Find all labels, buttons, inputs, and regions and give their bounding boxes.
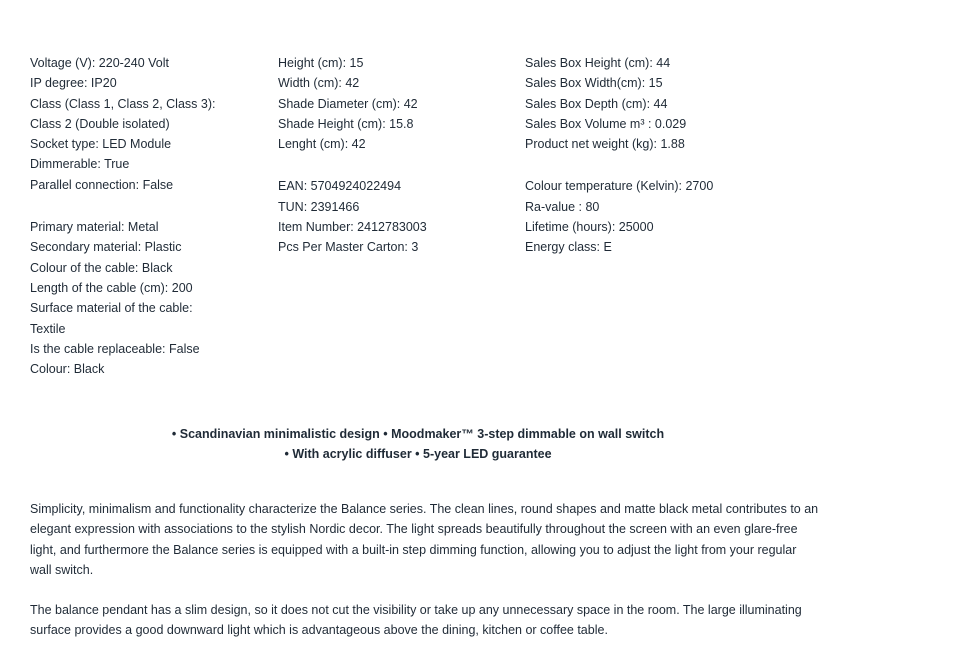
spec-cable-surface-value: Textile bbox=[30, 321, 66, 336]
spec-cable-length: Length of the cable (cm): 200 bbox=[30, 280, 193, 295]
spec-ra-value: Ra-value : 80 bbox=[525, 199, 600, 214]
spec-secondary-material: Secondary material: Plastic bbox=[30, 240, 182, 255]
spec-class-value: Class 2 (Double isolated) bbox=[30, 116, 170, 131]
spec-width: Width (cm): 42 bbox=[278, 76, 360, 91]
spec-height: Height (cm): 15 bbox=[278, 56, 364, 70]
feature-highlights bbox=[30, 424, 806, 465]
description-paragraph-2: The balance pendant has a slim design, so it does not cut the visibility or take up any unnecessary space in the room. The large illuminating surface provides a good downward light which is advantageous above the dining, kitchen or coffee table. bbox=[30, 603, 802, 638]
spec-colour-temperature: Colour temperature (Kelvin): 2700 bbox=[525, 179, 714, 194]
spec-item-number: Item Number: 2412783003 bbox=[278, 220, 427, 235]
identifier-spec-group bbox=[278, 176, 523, 257]
spec-primary-material: Primary material: Metal bbox=[30, 220, 159, 235]
spec-sales-box-height: Sales Box Height (cm): 44 bbox=[525, 56, 671, 70]
light-spec-group bbox=[525, 176, 925, 257]
spec-colour: Colour: Black bbox=[30, 362, 105, 377]
spec-pcs-per-carton: Pcs Per Master Carton: 3 bbox=[278, 240, 419, 255]
spec-tun: TUN: 2391466 bbox=[278, 199, 360, 214]
spec-dimmerable: Dimmerable: True bbox=[30, 157, 130, 172]
spec-energy-class: Energy class: E bbox=[525, 240, 612, 255]
description-paragraph-1: Simplicity, minimalism and functionality characterize the Balance series. The clean lines, round shapes and matte black metal contributes to an elegant expression with associations to the stylish Nordic decor. The light spreads beautifully throughout the screen with an even glare-free light, and furthermore the Balance series is equipped with a built-in step dimming function, allowing you to adjust the light from your regular wall switch. bbox=[30, 502, 819, 577]
spec-sales-box-width: Sales Box Width(cm): 15 bbox=[525, 76, 663, 91]
packaging-spec-group bbox=[525, 53, 925, 154]
material-spec-group bbox=[30, 217, 275, 379]
spec-column-2 bbox=[278, 53, 523, 258]
spec-column-3 bbox=[525, 53, 925, 258]
spec-class-label: Class (Class 1, Class 2, Class 3): bbox=[30, 96, 216, 111]
spec-socket-type: Socket type: LED Module bbox=[30, 137, 172, 152]
highlight-line-1: • Scandinavian minimalistic design • Moodmaker™ 3-step dimmable on wall switch bbox=[171, 427, 665, 441]
spec-shade-height: Shade Height (cm): 15.8 bbox=[278, 116, 414, 131]
spec-parallel-connection: Parallel connection: False bbox=[30, 177, 174, 192]
spec-ip-degree: IP degree: IP20 bbox=[30, 76, 117, 91]
spec-voltage: Voltage (V): 220-240 Volt bbox=[30, 56, 169, 70]
dimension-spec-group bbox=[278, 53, 523, 154]
spec-sales-box-depth: Sales Box Depth (cm): 44 bbox=[525, 96, 668, 111]
spec-length: Lenght (cm): 42 bbox=[278, 137, 366, 152]
highlight-line-2: • With acrylic diffuser • 5-year LED guarantee bbox=[284, 447, 552, 462]
electrical-spec-group bbox=[30, 53, 275, 195]
spec-net-weight: Product net weight (kg): 1.88 bbox=[525, 137, 685, 152]
spec-cable-colour: Colour of the cable: Black bbox=[30, 260, 173, 275]
spec-cable-surface-label: Surface material of the cable: bbox=[30, 301, 193, 316]
spec-shade-diameter: Shade Diameter (cm): 42 bbox=[278, 96, 418, 111]
spec-lifetime: Lifetime (hours): 25000 bbox=[525, 220, 654, 235]
spec-sales-box-volume: Sales Box Volume m³ : 0.029 bbox=[525, 116, 687, 131]
product-description bbox=[30, 499, 820, 661]
spec-column-1 bbox=[30, 53, 275, 379]
spec-ean: EAN: 5704924022494 bbox=[278, 179, 402, 194]
spec-cable-replaceable: Is the cable replaceable: False bbox=[30, 341, 200, 356]
